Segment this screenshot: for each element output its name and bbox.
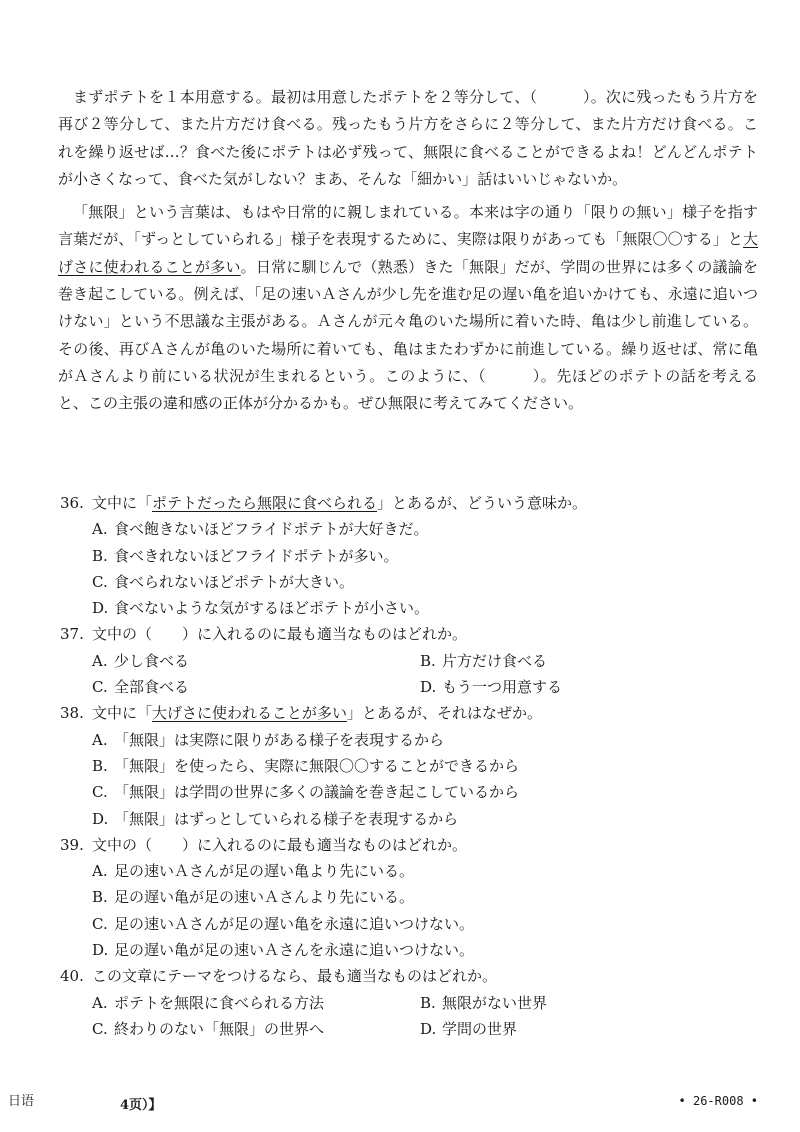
option-a[interactable] — [92, 648, 420, 674]
option-letter: A. — [92, 730, 108, 749]
option-letter: D. — [92, 809, 109, 828]
question-38-stem — [60, 700, 760, 726]
question-38 — [60, 700, 760, 831]
question-36 — [60, 490, 760, 621]
stem-text: 」とあるが、それはなぜか。 — [347, 704, 543, 723]
option-letter: B. — [420, 993, 436, 1012]
option-d[interactable] — [60, 937, 760, 963]
option-letter: A. — [92, 993, 108, 1012]
question-number: 38. — [60, 704, 84, 723]
question-40 — [60, 963, 760, 1042]
option-letter: A. — [92, 651, 108, 670]
question-37-stem — [60, 621, 760, 647]
passage-paragraph-2-part-2: 。日常に馴じんで（熟悉）きた「無限」だが、学問の世界には多くの議論を巻き起こしている。例えば、「足の速いＡさんが少し先を進む足の遅い亀を追いかけても、永遠に追いつけない」という不思議な主張がある。Ａさんが元々亀のいた場所に着いた時、亀は少し前進している。その後、再びＡさんが亀のいた場所に着いても、亀はまたわずかに前進している。繰り返せば、常に亀がＡさんより前にいる状況が生まれるという。このように、（ ）。先ほどのポテトの話を考えると、この主張の違和感の正体が分かるかも。ぜひ無限に考えてみてください。 — [58, 257, 758, 413]
stem-underlined-quote: 大げさに使われることが多い — [152, 704, 348, 723]
option-text: 「無限」はずっとしていられる様子を表現するから — [114, 809, 459, 828]
option-d[interactable] — [420, 674, 720, 700]
question-37 — [60, 621, 760, 700]
option-text: 足の遅い亀が足の速いＡさんより先にいる。 — [114, 888, 415, 907]
question-40-stem — [60, 963, 760, 989]
option-b[interactable] — [60, 753, 760, 779]
option-text: 少し食べる — [114, 651, 190, 670]
option-letter: C. — [92, 572, 108, 591]
option-text: 終わりのない「無限」の世界へ — [114, 1019, 325, 1038]
option-text: 食べられないほどポテトが大きい。 — [114, 572, 355, 591]
option-grid — [60, 990, 760, 1043]
reading-passage — [58, 84, 758, 418]
option-text: ポテトを無限に食べられる方法 — [114, 993, 325, 1012]
question-number: 39. — [60, 835, 84, 854]
option-letter: B. — [420, 651, 436, 670]
footer-subject: 日语 — [8, 1094, 35, 1109]
option-d[interactable] — [420, 1016, 720, 1042]
passage-paragraph-2 — [58, 199, 758, 417]
option-letter: B. — [92, 888, 108, 907]
option-grid — [60, 648, 760, 701]
option-text: 食べきれないほどフライドポテトが多い。 — [114, 546, 399, 565]
stem-underlined-quote: ポテトだったら無限に食べられる — [152, 494, 378, 512]
option-d[interactable] — [60, 595, 760, 621]
option-b[interactable] — [60, 543, 760, 569]
option-b[interactable] — [420, 990, 720, 1016]
question-39-stem — [60, 832, 760, 858]
option-letter: C. — [92, 678, 108, 697]
option-a[interactable] — [60, 516, 760, 542]
option-c[interactable] — [60, 779, 760, 805]
option-text: 無限がない世界 — [442, 993, 548, 1012]
footer-page-number: 4页）】 — [120, 1098, 162, 1113]
option-text: 学問の世界 — [442, 1019, 518, 1038]
option-letter: D. — [420, 1019, 437, 1038]
option-b[interactable] — [60, 884, 760, 910]
option-b[interactable] — [420, 648, 720, 674]
option-a[interactable] — [60, 858, 760, 884]
footer-exam-code: • 26-R008 • — [678, 1094, 758, 1108]
option-text: 足の遅い亀が足の速いＡさんを永遠に追いつけない。 — [114, 941, 475, 960]
option-text: 食べ飽きないほどフライドポテトが大好きだ。 — [114, 520, 429, 539]
option-letter: D. — [420, 678, 437, 697]
question-list — [60, 490, 760, 1042]
question-36-stem — [60, 490, 760, 516]
option-text: 「無限」は学問の世界に多くの議論を巻き起こしているから — [114, 783, 520, 802]
option-text: 「無限」は実際に限りがある様子を表現するから — [114, 730, 445, 749]
question-39 — [60, 832, 760, 963]
stem-text: 」とあるが、どういう意味か。 — [377, 494, 588, 512]
option-c[interactable] — [60, 911, 760, 937]
page-footer — [0, 1080, 800, 1120]
stem-text: 文中に「 — [92, 704, 153, 723]
question-number: 37. — [60, 625, 84, 644]
option-letter: C. — [92, 783, 108, 802]
option-letter: D. — [92, 941, 109, 960]
option-letter: C. — [92, 1019, 108, 1038]
option-letter: B. — [92, 756, 108, 775]
stem-text: 文中の（ ）に入れるのに最も適当なものはどれか。 — [92, 835, 468, 854]
question-number: 40. — [60, 967, 84, 986]
passage-paragraph-1: まずポテトを１本用意する。最初は用意したポテトを２等分して、（ ）。次に残ったもう片方を再び２等分して、また片方だけ食べる。残ったもう片方をさらに２等分して、また片方だけ食べる。これを繰り返せば…？食べた後にポテトは必ず残って、無限に食べることができるよね！どんどんポテトが小さくなって、食べた気がしない？まあ、そんな「細かい」話はいいじゃないか。 — [58, 88, 758, 188]
option-text: 片方だけ食べる — [442, 651, 548, 670]
option-c[interactable] — [92, 1016, 420, 1042]
option-text: 足の速いＡさんが足の遅い亀より先にいる。 — [114, 862, 415, 881]
question-number: 36. — [60, 494, 84, 512]
option-d[interactable] — [60, 806, 760, 832]
option-letter: B. — [92, 546, 108, 565]
option-text: 全部食べる — [114, 678, 190, 697]
option-text: もう一つ用意する — [442, 678, 563, 697]
option-c[interactable] — [92, 674, 420, 700]
option-a[interactable] — [92, 990, 420, 1016]
stem-text: この文章にテーマをつけるなら、最も適当なものはどれか。 — [92, 967, 498, 986]
option-c[interactable] — [60, 569, 760, 595]
option-letter: C. — [92, 914, 108, 933]
option-letter: A. — [92, 862, 108, 881]
option-a[interactable] — [60, 727, 760, 753]
passage-paragraph-2-part-1: 「無限」という言葉は、もはや日常的に親しまれている。本来は字の通り「限りの無い」様子を指す言葉だが、「ずっとしていられる」様子を表現するために、実際は限りがあっても「無限〇〇する」と — [58, 203, 758, 249]
underlined-phrase-exaggeration: 大げさに使われることが多い — [58, 230, 758, 276]
option-letter: D. — [92, 599, 109, 618]
stem-text: 文中に「 — [92, 494, 153, 512]
stem-text: 文中の（ ）に入れるのに最も適当なものはどれか。 — [92, 625, 468, 644]
option-letter: A. — [92, 520, 108, 539]
option-text: 「無限」を使ったら、実際に無限〇〇することができるから — [114, 756, 520, 775]
option-text: 食べないような気がするほどポテトが小さい。 — [114, 599, 430, 618]
option-text: 足の速いＡさんが足の遅い亀を永遠に追いつけない。 — [114, 914, 475, 933]
